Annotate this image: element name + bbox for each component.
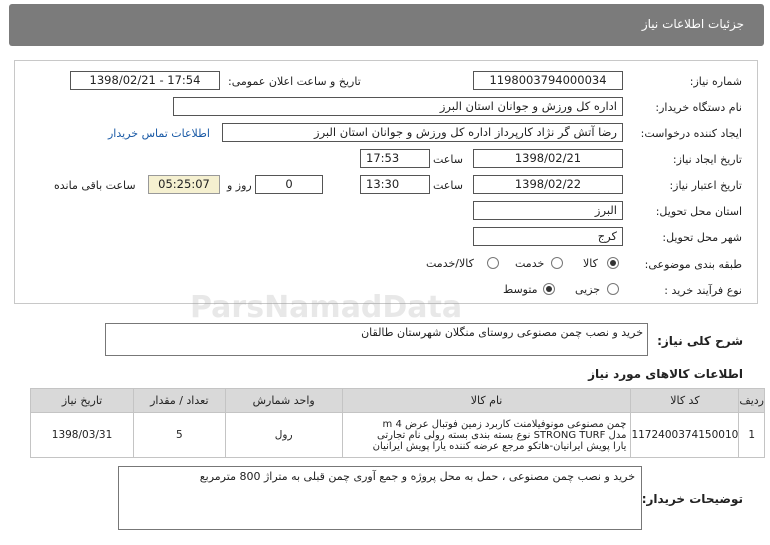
cell-unit: رول	[225, 413, 342, 458]
province-field[interactable]: البرز	[473, 201, 623, 220]
process-medium-radio[interactable]	[543, 283, 555, 295]
validity-time-field[interactable]: 13:30	[360, 175, 430, 194]
city-label: شهر محل تحویل:	[662, 231, 742, 244]
cell-date: 1398/03/31	[31, 413, 134, 458]
cell-name-line2: مدل STRONG TURF نوع بسته بندی بسته رولی نام تجارتی	[377, 429, 627, 441]
category-service-radio[interactable]	[551, 257, 563, 269]
table-row[interactable]	[31, 413, 765, 458]
category-goods-service-radio[interactable]	[487, 257, 499, 269]
validity-date-field[interactable]: 1398/02/22	[473, 175, 623, 194]
created-date-field[interactable]: 1398/02/21	[473, 149, 623, 168]
buyer-notes-field[interactable]: خرید و نصب چمن مصنوعی ، حمل به محل پروژه و جمع آوری چمن قبلی به متراژ 800 مترمربع	[118, 466, 642, 530]
remaining-days-field[interactable]: 0	[255, 175, 323, 194]
process-minor-radio[interactable]	[607, 283, 619, 295]
remaining-time-field: 05:25:07	[148, 175, 220, 194]
cell-name-line1: چمن مصنوعی مونوفیلامنت کاربرد زمین فوتبال عرض m 4	[382, 418, 627, 430]
validity-date-label: تاریخ اعتبار نیاز:	[669, 179, 742, 192]
page-header	[9, 4, 764, 46]
watermark-text: ParsNamadData	[190, 290, 463, 325]
created-time-label: ساعت	[433, 153, 463, 166]
process-label: نوع فرآیند خرید :	[664, 284, 742, 297]
category-goods-service-label: کالا/خدمت	[426, 257, 474, 270]
category-goods-radio[interactable]	[607, 257, 619, 269]
cell-code: 1172400374150010	[631, 413, 739, 458]
col-code: کد کالا	[631, 389, 739, 413]
buyer-org-field[interactable]: اداره کل ورزش و جوانان استان البرز	[173, 97, 623, 116]
page-title: جزئیات اطلاعات نیاز	[641, 17, 744, 31]
announce-label: تاریخ و ساعت اعلان عمومی:	[228, 75, 361, 88]
province-label: استان محل تحویل:	[655, 205, 742, 218]
buyer-notes-label: توضیحات خریدار:	[641, 492, 743, 506]
goods-section-title: اطلاعات کالاهای مورد نیاز	[588, 367, 743, 381]
col-unit: واحد شمارش	[225, 389, 342, 413]
created-date-label: تاریخ ایجاد نیاز:	[672, 153, 742, 166]
category-goods-label: کالا	[583, 257, 598, 270]
created-time-field[interactable]: 17:53	[360, 149, 430, 168]
col-date: تاریخ نیاز	[31, 389, 134, 413]
buyer-contact-link[interactable]: اطلاعات تماس خریدار	[108, 127, 210, 140]
cell-name	[342, 413, 631, 458]
process-minor-label: جزیی	[575, 283, 601, 296]
process-medium-label: متوسط	[503, 283, 538, 296]
col-name: نام کالا	[342, 389, 631, 413]
requester-label: ایجاد کننده درخواست:	[640, 127, 742, 140]
category-label: طبقه بندی موضوعی:	[644, 258, 742, 271]
remaining-label: ساعت باقی مانده	[54, 179, 136, 192]
summary-label: شرح کلی نیاز:	[657, 334, 743, 348]
days-label: روز و	[227, 179, 252, 192]
goods-table-header	[31, 389, 765, 413]
need-number-label: شماره نیاز:	[689, 75, 742, 88]
requester-field[interactable]: رضا آتش گر نژاد کارپرداز اداره کل ورزش و جوانان استان البرز	[222, 123, 623, 142]
validity-time-label: ساعت	[433, 179, 463, 192]
category-service-label: خدمت	[515, 257, 545, 270]
need-number-field[interactable]: 1198003794000034	[473, 71, 623, 90]
cell-qty: 5	[134, 413, 226, 458]
city-field[interactable]: کرج	[473, 227, 623, 246]
col-row: ردیف	[739, 389, 765, 413]
buyer-org-label: نام دستگاه خریدار:	[655, 101, 742, 114]
cell-row: 1	[739, 413, 765, 458]
summary-field[interactable]: خرید و نصب چمن مصنوعی روستای منگلان شهرستان طالقان	[105, 323, 648, 356]
goods-table	[30, 388, 765, 458]
cell-name-line3: یارا پویش ایرانیان-هاتکو مرجع عرضه کننده یارا پویش ایرانیان	[372, 440, 627, 452]
col-qty: تعداد / مقدار	[134, 389, 226, 413]
announce-field[interactable]: 1398/02/21 - 17:54	[70, 71, 220, 90]
